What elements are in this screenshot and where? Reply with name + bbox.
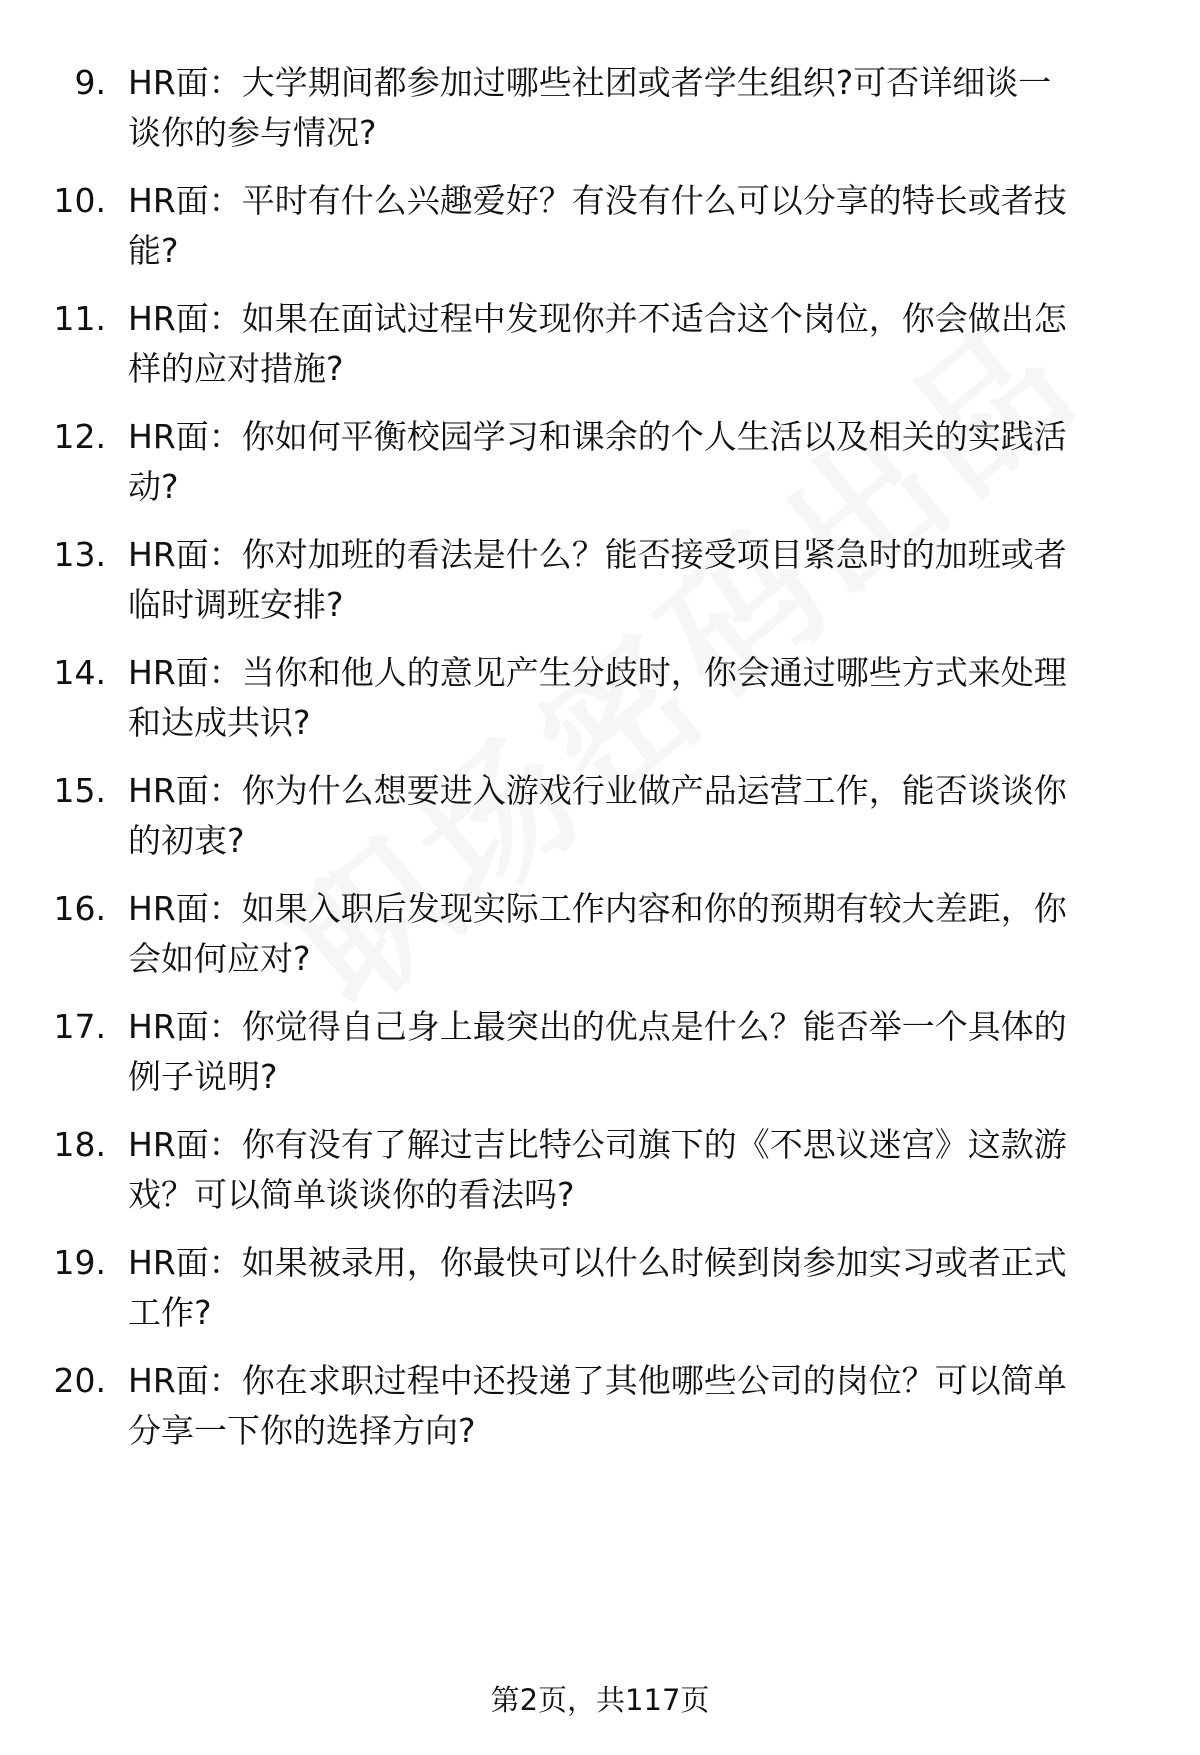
list-item: [0, 530, 1200, 640]
list-item: [0, 412, 1200, 522]
item-text-line: 例子说明?: [128, 1057, 278, 1096]
item-text-line: 会如何应对?: [128, 939, 311, 978]
item-text: [128, 1120, 1164, 1220]
item-text: [128, 530, 1164, 630]
item-number: 16.: [53, 889, 106, 928]
item-text: [128, 412, 1164, 512]
item-text: [128, 58, 1164, 158]
item-text-line: 样的应对措施?: [128, 349, 344, 388]
item-text-line: 谈你的参与情况?: [128, 113, 377, 152]
list-item: [0, 176, 1200, 286]
item-text-line: HR面：你如何平衡校园学习和课余的个人生活以及相关的实践活: [128, 417, 1067, 456]
item-text: [128, 1002, 1164, 1102]
item-text-line: HR面：你对加班的看法是什么？能否接受项目紧急时的加班或者: [128, 535, 1067, 574]
item-text-line: 动?: [128, 467, 179, 506]
item-number: 18.: [53, 1125, 106, 1164]
item-text-line: 临时调班安排?: [128, 585, 344, 624]
list-item: [0, 58, 1200, 168]
item-number: 17.: [53, 1007, 106, 1046]
item-text-line: 工作?: [128, 1293, 212, 1332]
item-number: 14.: [53, 653, 106, 692]
item-text: [128, 294, 1164, 394]
item-text: [128, 176, 1164, 276]
item-number: 13.: [53, 535, 106, 574]
list-item: [0, 1120, 1200, 1230]
item-number: 20.: [53, 1361, 106, 1400]
item-text: [128, 766, 1164, 866]
item-text: [128, 884, 1164, 984]
list-item: [0, 294, 1200, 404]
item-number: 9.: [74, 63, 106, 102]
item-text-line: 能?: [128, 231, 179, 270]
item-text-line: 戏？可以简单谈谈你的看法吗?: [128, 1175, 575, 1214]
item-text-line: 的初衷?: [128, 821, 245, 860]
item-text-line: HR面：平时有什么兴趣爱好？有没有什么可以分享的特长或者技: [128, 181, 1067, 220]
item-text-line: HR面：大学期间都参加过哪些社团或者学生组织?可否详细谈一: [128, 63, 1052, 102]
item-text-line: HR面：你为什么想要进入游戏行业做产品运营工作，能否谈谈你: [128, 771, 1067, 810]
item-text-line: HR面：当你和他人的意见产生分歧时，你会通过哪些方式来处理: [128, 653, 1067, 692]
item-text: [128, 648, 1164, 748]
item-text: [128, 1356, 1164, 1456]
item-number: 12.: [53, 417, 106, 456]
item-text-line: HR面：你在求职过程中还投递了其他哪些公司的岗位？可以简单: [128, 1361, 1067, 1400]
item-number: 10.: [53, 181, 106, 220]
item-text: [128, 1238, 1164, 1338]
item-text-line: HR面：你觉得自己身上最突出的优点是什么？能否举一个具体的: [128, 1007, 1067, 1046]
item-text-line: 分享一下你的选择方向?: [128, 1411, 476, 1450]
item-number: 19.: [53, 1243, 106, 1282]
list-item: [0, 766, 1200, 876]
item-number: 11.: [53, 299, 106, 338]
list-item: [0, 648, 1200, 758]
item-text-line: HR面：如果被录用，你最快可以什么时候到岗参加实习或者正式: [128, 1243, 1067, 1282]
list-item: [0, 1238, 1200, 1348]
item-number: 15.: [53, 771, 106, 810]
item-text-line: HR面：你有没有了解过吉比特公司旗下的《不思议迷宫》这款游: [128, 1125, 1067, 1164]
page-number: 第2页，共117页: [490, 1683, 710, 1717]
item-text-line: 和达成共识?: [128, 703, 311, 742]
item-text-line: HR面：如果在面试过程中发现你并不适合这个岗位，你会做出怎: [128, 299, 1067, 338]
list-item: [0, 884, 1200, 994]
list-item: [0, 1002, 1200, 1112]
list-item: [0, 1356, 1200, 1466]
item-text-line: HR面：如果入职后发现实际工作内容和你的预期有较大差距，你: [128, 889, 1067, 928]
